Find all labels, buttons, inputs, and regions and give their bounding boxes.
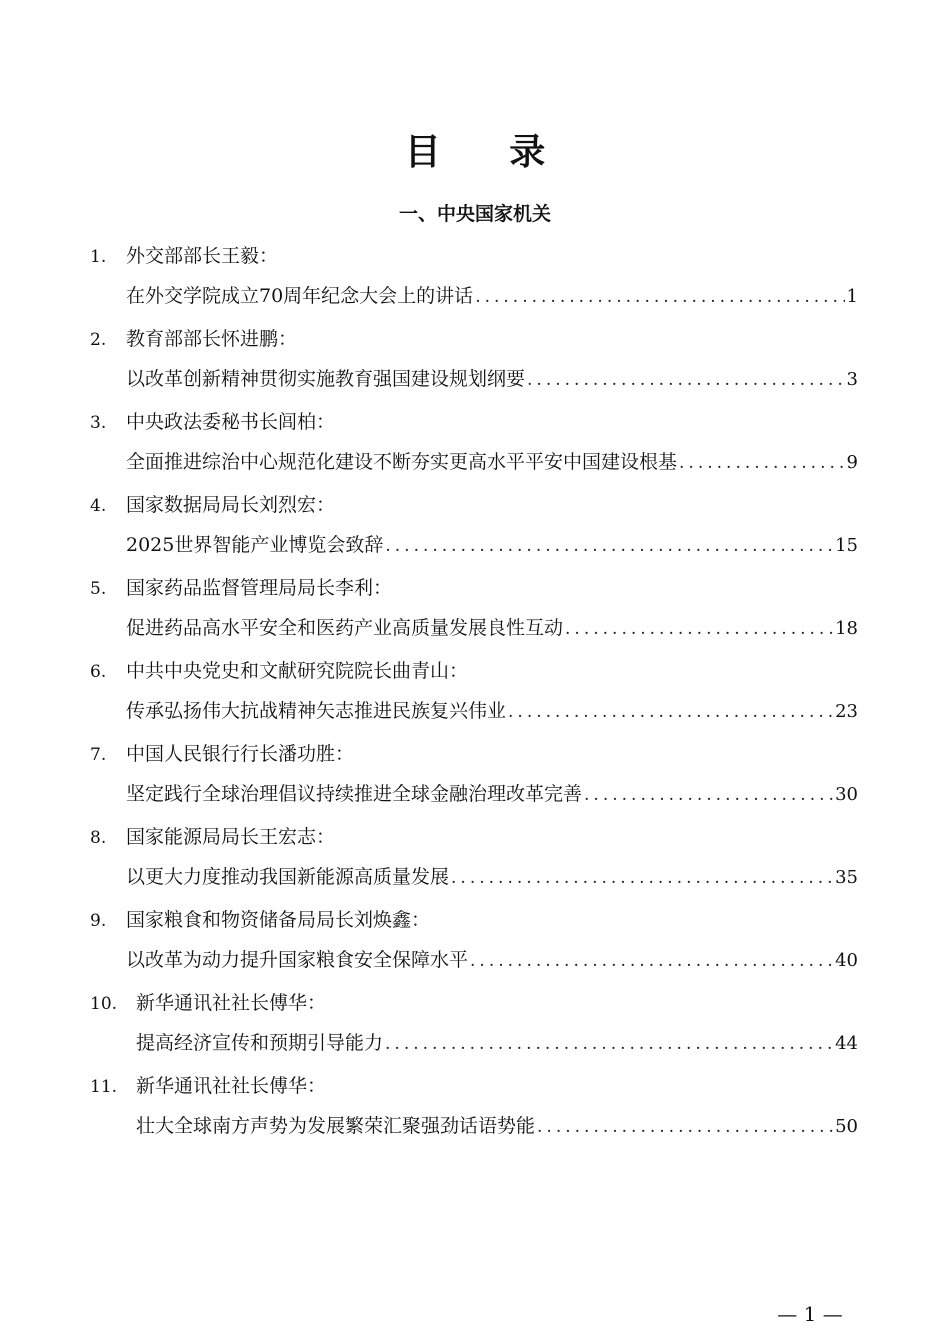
toc-entry-speaker: 教育部部长怀进鹏： [126,328,298,350]
toc-entry-title: 在外交学院成立70周年纪念大会上的讲话 [126,285,474,307]
dot-leader [584,779,833,811]
toc-entry-title: 以更大力度推动我国新能源高质量发展 [126,866,450,888]
toc-entry-title: 以改革创新精神贯彻实施教育强国建设规划纲要 [126,368,526,390]
toc-entry-number: 5. [90,579,107,599]
section-heading: 一、中央国家机关 [398,203,551,225]
toc-entry-speaker: 外交部部长王毅： [126,245,279,267]
toc-entry-number: 2. [90,330,107,350]
toc-entry-number: 8. [90,828,107,848]
toc-entry-page: 1 [846,286,858,307]
dot-leader [475,281,844,313]
toc-entry [0,323,950,406]
dot-leader [679,447,845,479]
toc-entry-link[interactable] [126,695,858,727]
toc-entry-heading [90,572,392,604]
dot-leader [470,945,833,977]
toc-entry-heading [90,904,430,936]
toc-entry-title: 提高经济宣传和预期引导能力 [136,1032,384,1054]
toc-entry-link[interactable] [126,944,858,976]
toc-entry-link[interactable] [126,778,858,810]
toc-entry [0,240,950,323]
toc-entry-page: 50 [835,1116,858,1137]
toc-entry-link[interactable] [126,612,858,644]
toc-entry-link[interactable] [136,1110,858,1142]
toc-entry-link[interactable] [126,861,858,893]
toc-entry-speaker: 中共中央党史和文献研究院院长曲青山： [126,660,469,682]
toc-entry-title: 促进药品高水平安全和医药产业高质量发展良性互动 [126,617,564,639]
toc-entry-speaker: 国家数据局局长刘烈宏： [126,494,336,516]
page-title: 目 录 [404,131,574,173]
toc-entry-title: 传承弘扬伟大抗战精神矢志推进民族复兴伟业 [126,700,507,722]
toc-entry-number: 11. [90,1077,118,1097]
dot-leader [537,1111,833,1143]
toc-entry-title: 壮大全球南方声势为发展繁荣汇聚强劲话语势能 [136,1115,536,1137]
toc-entry [0,1070,950,1153]
dot-leader [385,530,833,562]
toc-entry-title: 全面推进综治中心规范化建设不断夯实更高水平平安中国建设根基 [126,451,678,473]
toc-entry-link[interactable] [126,446,858,478]
toc-entry-heading [90,323,297,355]
toc-entry [0,821,950,904]
toc-entry-link[interactable] [126,529,858,561]
toc-entry-page: 18 [835,618,858,639]
dot-leader [385,1028,833,1060]
dot-leader [527,364,845,396]
toc-entry-page: 23 [835,701,858,722]
toc-entry-speaker: 国家药品监督管理局局长李利： [126,577,393,599]
dot-leader [451,862,833,894]
footer-page-number: — 1 — [777,1302,843,1326]
dot-leader [565,613,833,645]
toc-entry-number: 1. [90,247,107,267]
toc-entry [0,904,950,987]
toc-entry [0,572,950,655]
toc-entry-link[interactable] [126,363,858,395]
toc-entry-page: 3 [846,369,858,390]
toc-entry-number: 3. [90,413,107,433]
toc-entry-page: 44 [835,1033,858,1054]
toc-entry-heading [90,987,326,1019]
toc-entry [0,987,950,1070]
toc-entry-speaker: 国家粮食和物资储备局局长刘焕鑫： [126,909,431,931]
toc-entry [0,738,950,821]
toc-entry-speaker: 新华通讯社社长傅华： [136,992,327,1014]
toc-entry-title: 2025世界智能产业博览会致辞 [126,534,384,556]
toc-entry-number: 9. [90,911,107,931]
toc-entry-speaker: 中央政法委秘书长闾柏： [126,411,336,433]
toc-entry-speaker: 国家能源局局长王宏志： [126,826,336,848]
toc-entry-page: 9 [846,452,858,473]
toc-entry-page: 35 [835,867,858,888]
toc-entry-link[interactable] [136,1027,858,1059]
toc-entry-page: 40 [835,950,858,971]
toc-entry-heading [90,738,354,770]
toc-entry-heading [90,1070,326,1102]
toc-entry-link[interactable] [126,280,858,312]
toc-entry-speaker: 中国人民银行行长潘功胜： [126,743,355,765]
toc-entry-number: 6. [90,662,107,682]
toc-entry-page: 15 [835,535,858,556]
toc-entry-number: 7. [90,745,107,765]
toc-entry-heading [90,240,278,272]
toc-entry-heading [90,821,335,853]
toc-entry-heading [90,406,335,438]
toc-entry-heading [90,655,468,687]
toc-entry-number: 4. [90,496,107,516]
table-of-contents [0,240,950,1153]
toc-entry [0,489,950,572]
toc-entry-title: 以改革为动力提升国家粮食安全保障水平 [126,949,469,971]
toc-entry-speaker: 新华通讯社社长傅华： [136,1075,327,1097]
toc-entry-number: 10. [90,994,118,1014]
dot-leader [508,696,833,728]
toc-entry [0,655,950,738]
toc-entry [0,406,950,489]
toc-entry-heading [90,489,335,521]
toc-entry-title: 坚定践行全球治理倡议持续推进全球金融治理改革完善 [126,783,583,805]
toc-entry-page: 30 [835,784,858,805]
